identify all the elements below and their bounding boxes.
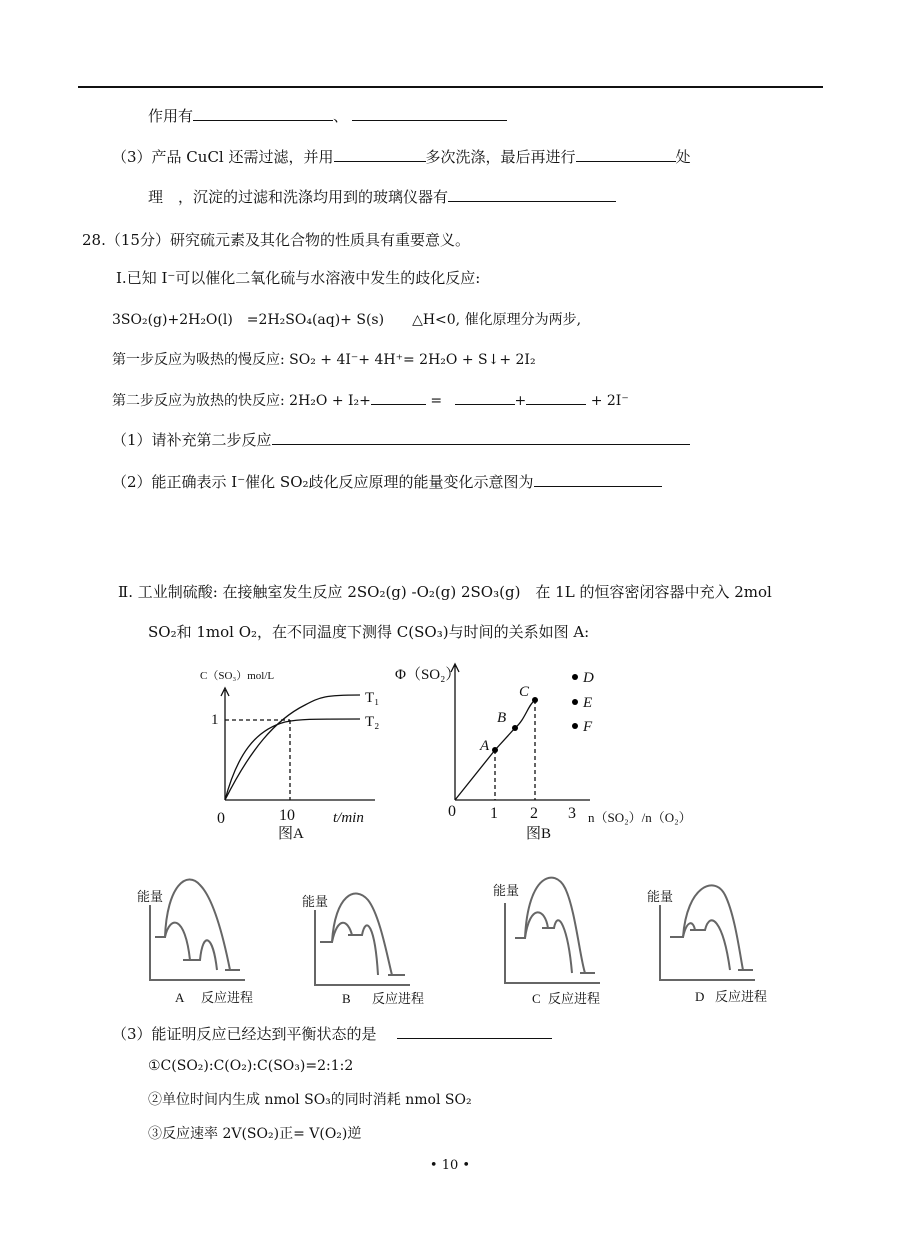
diagram-letter: A xyxy=(175,990,185,1005)
x-tick-0: 0 xyxy=(217,810,225,827)
point-a xyxy=(492,747,498,753)
header-rule xyxy=(78,86,823,88)
option-1: ①C(SO₂):C(O₂):C(SO₃)=2:1:2 xyxy=(148,1058,354,1074)
y-axis xyxy=(451,664,459,800)
point-c xyxy=(532,697,538,703)
x-tick-10: 10 xyxy=(279,807,295,824)
caption-b: 图B xyxy=(526,826,552,842)
label-d: D xyxy=(583,670,594,686)
x-tick-1: 1 xyxy=(490,805,498,822)
caption-a: 图A xyxy=(278,826,304,842)
page-number: • 10 • xyxy=(429,1158,471,1173)
curve-t2 xyxy=(225,719,360,800)
equation-overall: 3SO₂(g)+2H₂O(l) =2H₂SO₄(aq)+ S(s) △H<0, 催化原理分为两步, xyxy=(112,312,582,328)
y-label: Φ（SO₂） xyxy=(395,667,461,683)
y-axis xyxy=(221,688,229,800)
point-d xyxy=(572,674,578,680)
y-label: 能量 xyxy=(493,883,520,898)
point-b xyxy=(512,725,518,731)
line-glassware: 理 ，沉淀的过滤和洗涤均用到的玻璃仪器有 xyxy=(148,187,616,207)
question-3: （3）能证明反应已经达到平衡状态的是 xyxy=(112,1024,552,1044)
figure-a xyxy=(195,660,395,845)
energy-diagram-d xyxy=(645,875,780,1010)
x-label: t/min xyxy=(333,810,364,826)
diagram-letter: B xyxy=(342,991,351,1006)
x-tick-2: 2 xyxy=(530,805,538,822)
equation-step2: 第二步反应为放热的快反应: 2H₂O + I₂+ = + + 2I⁻ xyxy=(112,390,629,411)
line-filter: （3）产品 CuCl 还需过滤，并用 多次洗涤，最后再进行 处 xyxy=(112,148,691,166)
label-f: F xyxy=(583,719,593,735)
x-label: 反应进程 xyxy=(201,990,254,1005)
energy-diagram-c xyxy=(490,873,625,1008)
curve-t1 xyxy=(225,695,360,800)
point-e xyxy=(572,699,578,705)
option-3: ③反应速率 2V(SO₂)正= V(O₂)逆 xyxy=(148,1126,362,1142)
y-tick-1: 1 xyxy=(211,712,219,728)
question-1: （1）请补充第二步反应 xyxy=(112,430,690,450)
y-label: 能量 xyxy=(302,894,329,909)
guide-lines xyxy=(225,720,290,800)
figure-b xyxy=(395,660,710,845)
question-2: （2）能正确表示 I⁻催化 SO₂歧化反应原理的能量变化示意图为 xyxy=(112,472,662,492)
x-label: 反应进程 xyxy=(372,991,425,1006)
y-label: C（SO₃）mol/L xyxy=(200,670,275,682)
label-c: C xyxy=(519,684,530,700)
part-2-intro-cont: SO₂和 1mol O₂，在不同温度下测得 C(SO₃)与时间的关系如图 A: xyxy=(148,623,590,641)
x-tick-0: 0 xyxy=(448,803,456,820)
x-label: n（SO₂）/n（O₂） xyxy=(588,810,692,825)
question-28-title: 28.（15分）研究硫元素及其化合物的性质具有重要意义。 xyxy=(82,231,470,249)
diagram-letter: C xyxy=(532,991,541,1006)
label-t1: T₁ xyxy=(365,690,380,706)
x-tick-3: 3 xyxy=(568,805,576,822)
y-label: 能量 xyxy=(137,889,164,904)
line-effect: 作用有 、 xyxy=(148,106,507,126)
label-t2: T₂ xyxy=(365,714,380,730)
part-1-intro: Ⅰ.已知 I⁻可以催化二氧化硫与水溶液中发生的歧化反应: xyxy=(116,269,481,287)
energy-diagram-a xyxy=(135,875,270,1010)
equation-step1: 第一步反应为吸热的慢反应: SO₂ + 4I⁻+ 4H⁺= 2H₂O + S↓+ 2I₂ xyxy=(112,352,536,368)
energy-diagram-b xyxy=(300,880,435,1015)
label-b: B xyxy=(497,710,507,726)
diagram-letter: D xyxy=(695,989,705,1004)
y-label: 能量 xyxy=(647,889,674,904)
point-f xyxy=(572,723,578,729)
label-e: E xyxy=(583,695,593,711)
part-2-intro: Ⅱ. 工业制硫酸: 在接触室发生反应 2SO₂(g) -O₂(g) 2SO₃(g) 在 1L 的恒容密闭容器中充入 2mol xyxy=(118,583,772,601)
x-label: 反应进程 xyxy=(548,991,601,1006)
label-a: A xyxy=(480,738,490,754)
option-2: ②单位时间内生成 nmol SO₃的同时消耗 nmol SO₂ xyxy=(148,1092,472,1108)
x-label: 反应进程 xyxy=(715,989,768,1004)
